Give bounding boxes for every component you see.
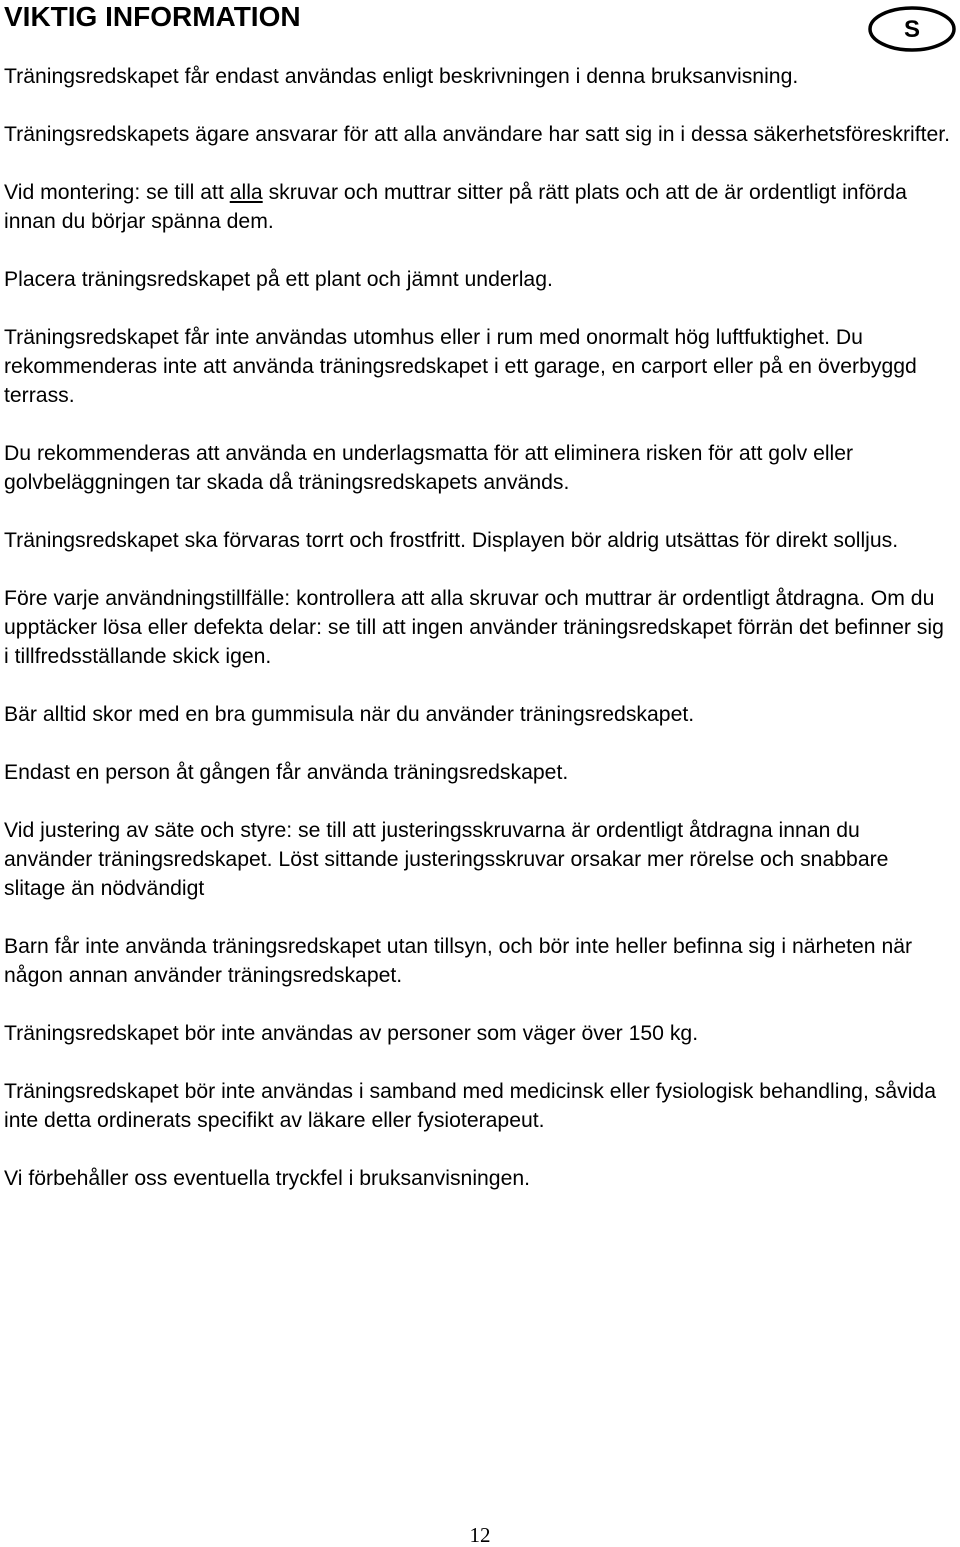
paragraph: Före varje användningstillfälle: kontrollera att alla skruvar och muttrar är ordentligt åtdragna. Om du upptäcker lösa eller defekta delar: se till att ingen använder träningsredskapet förrän det befinner sig i tillfredsställande skick igen. xyxy=(4,587,944,668)
paragraph: Träningsredskapet får endast användas enligt beskrivningen i denna bruksanvisning. xyxy=(4,65,799,88)
paragraph: Bär alltid skor med en bra gummisula när du använder träningsredskapet. xyxy=(4,703,695,726)
paragraph: Du rekommenderas att använda en underlagsmatta för att eliminera risken för att golv eller golvbeläggningen tar skada då träningsredskapets används. xyxy=(4,442,854,494)
emphasis-underlined: alla xyxy=(229,181,263,204)
paragraph-text: skruvar och muttrar sitter på rätt plats och att de är ordentligt införda innan du börjar spänna dem. xyxy=(4,181,907,233)
paragraph: Endast en person åt gången får använda träningsredskapet. xyxy=(4,761,569,784)
language-badge-label: S xyxy=(903,16,921,43)
paragraph: Träningsredskapet ska förvaras torrt och frostfritt. Displayen bör aldrig utsättas för direkt solljus. xyxy=(4,529,899,552)
paragraph: Vi förbehåller oss eventuella tryckfel i bruksanvisningen. xyxy=(4,1167,531,1190)
page-title: VIKTIG INFORMATION xyxy=(4,1,301,32)
paragraph: Placera träningsredskapet på ett plant och jämnt underlag. xyxy=(4,268,553,291)
safety-information xyxy=(4,62,954,1222)
language-badge-icon xyxy=(868,6,956,52)
paragraph: Vid justering av säte och styre: se till att justeringsskruvarna är ordentligt åtdragna innan du använder träningsredskapet. Löst sittande justeringsskruvar orsakar mer rörelse och snabbare slitage än nödvändigt xyxy=(4,819,889,900)
paragraph xyxy=(4,178,954,236)
paragraph-text: Vid montering: se till att xyxy=(4,181,230,204)
page-number: 12 xyxy=(469,1523,491,1547)
paragraph: Träningsredskapet bör inte användas i samband med medicinsk eller fysiologisk behandling, såvida inte detta ordinerats specifikt av läkare eller fysioterapeut. xyxy=(4,1080,936,1132)
paragraph: Träningsredskapet bör inte användas av personer som väger över 150 kg. xyxy=(4,1022,699,1045)
paragraph: Träningsredskapet får inte användas utomhus eller i rum med onormalt hög luftfuktighet. Du rekommenderas inte att använda träningsredskapet i ett garage, en carport eller på en överbyggd terrass. xyxy=(4,326,917,407)
paragraph: Träningsredskapets ägare ansvarar för att alla användare har satt sig in i dessa säkerhetsföreskrifter. xyxy=(4,123,951,146)
paragraph: Barn får inte använda träningsredskapet utan tillsyn, och bör inte heller befinna sig i närheten när någon annan använder träningsredskapet. xyxy=(4,935,913,987)
